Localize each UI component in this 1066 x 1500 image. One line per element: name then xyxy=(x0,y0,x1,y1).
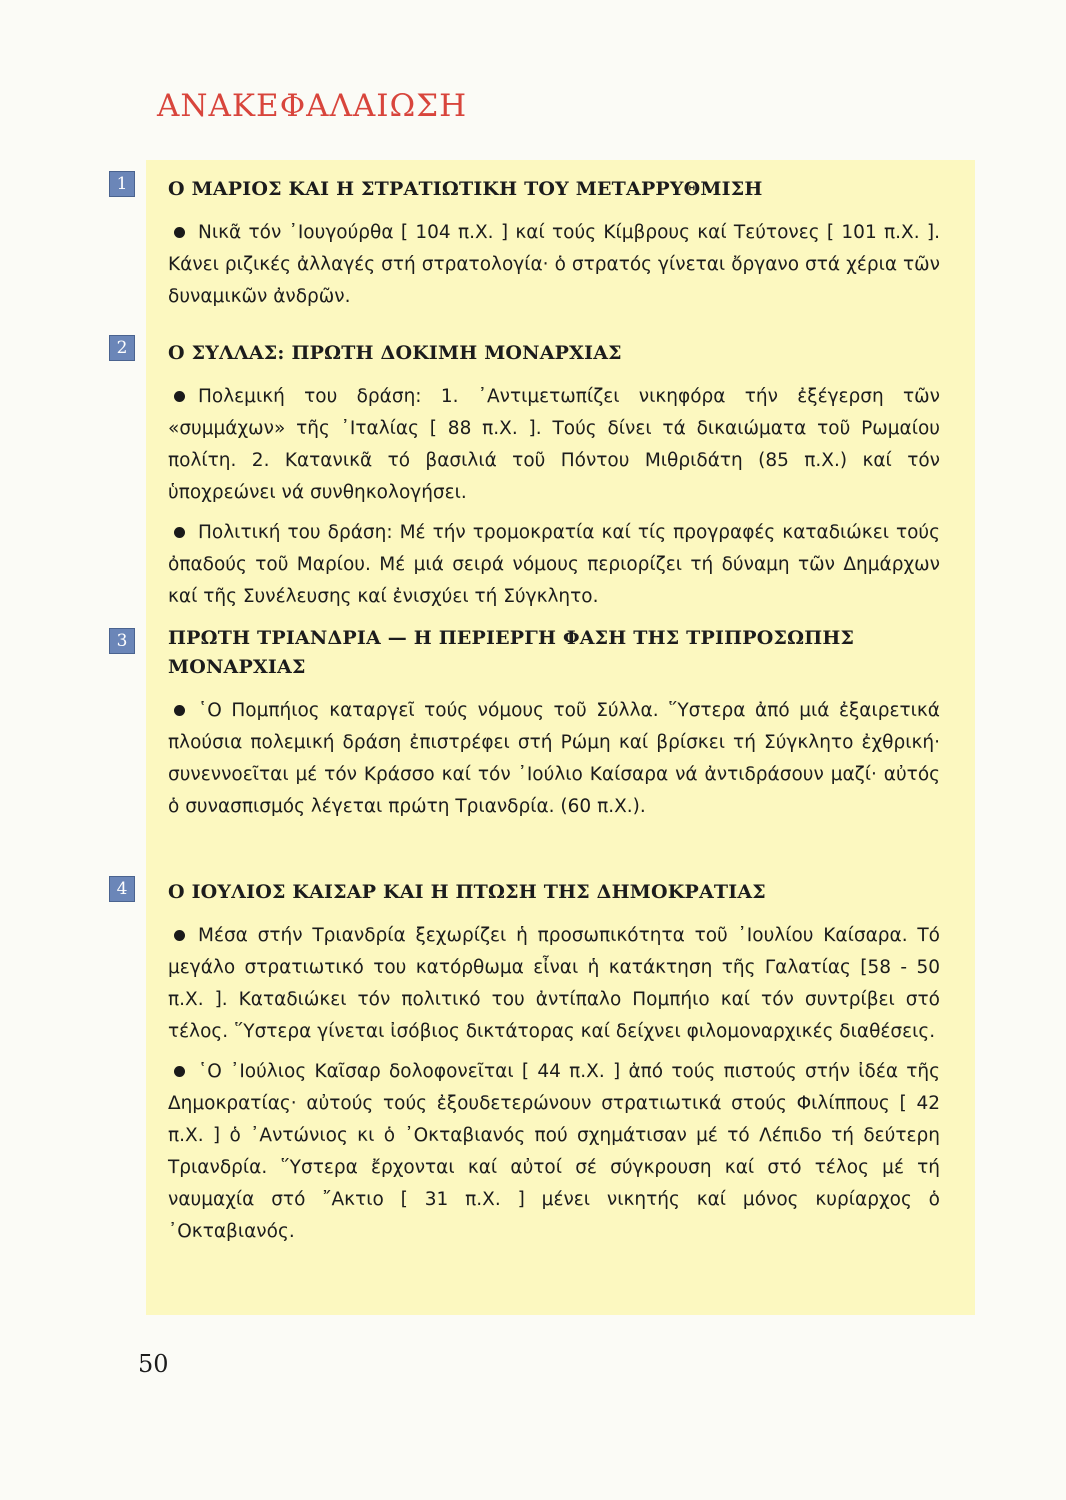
page-title: ΑΝΑΚΕΦΑΛΑΙΩΣΗ xyxy=(157,88,468,124)
section-paragraph: Πολιτική του δράση: Μέ τήν τρομοκρατία καί τίς προγραφές καταδιώκει τούς ὀπαδούς τοῦ Μαρίου. Μέ μιά σειρά νόμους περιορίζει τή δύναμη τῶν Δημάρχων καί τῆς Συνέλευσης καί ἐνισχύει τή Σύγκλητο. xyxy=(168,522,940,607)
section-3 xyxy=(168,624,940,831)
section-heading: Ο ΜΑΡΙΟΣ ΚΑΙ Η ΣΤΡΑΤΙΩΤΙΚΗ ΤΟΥ ΜΕΤΑΡΡΥΘΜΙΣΗ xyxy=(168,178,763,200)
section-paragraph: Νικᾶ τόν ᾿Ιουγούρθα [ 104 π.Χ. ] καί τούς Κίμβρους καί Τεύτονες [ 101 π.Χ. ]. Κάνει ριζικές ἀλλαγές στή στρατολογία· ὁ στρατός γίνεται ὄργανο στά χέρια τῶν δυναμικῶν ἀνδρῶν. xyxy=(168,222,940,307)
bullet-icon xyxy=(174,391,185,402)
page-number: 50 xyxy=(138,1350,169,1378)
bullet-icon xyxy=(174,1066,185,1077)
section-4 xyxy=(168,878,940,1256)
section-number-badge: 2 xyxy=(109,335,135,361)
section-paragraph: ῾Ο Πομπήιος καταργεῖ τούς νόμους τοῦ Σύλλα. ῞Υστερα ἀπό μιά ἐξαιρετικά πλούσια πολεμική δράση ἐπιστρέφει στή Ρώμη καί βρίσκει τή Σύγκλητο ἐχθρική· συνεννοεῖται μέ τόν Κράσσο καί τόν ᾿Ιούλιο Καίσαρα νά ἀντιδράσουν μαζί· αὐτός ὁ συνασπισμός λέγεται πρώτη Τριανδρία. (60 π.Χ.). xyxy=(168,700,940,817)
section-paragraph: Πολεμική του δράση: 1. ᾿Αντιμετωπίζει νικηφόρα τήν ἐξέγερση τῶν «συμμάχων» τῆς ᾿Ιταλίας [ 88 π.Χ. ]. Τούς δίνει τά δικαιώματα τοῦ Ρωμαίου πολίτη. 2. Κατανικᾶ τό βασιλιά τοῦ Πόντου Μιθριδάτη (85 π.Χ.) καί τόν ὑποχρεώνει νά συνθηκολογήσει. xyxy=(168,386,940,503)
section-number-badge: 3 xyxy=(109,628,135,654)
bullet-icon xyxy=(174,930,185,941)
section-2 xyxy=(168,339,940,621)
bullet-icon xyxy=(174,227,185,238)
bullet-icon xyxy=(174,527,185,538)
section-number-badge: 1 xyxy=(109,171,135,197)
bullet-icon xyxy=(174,705,185,716)
section-paragraph: Μέσα στήν Τριανδρία ξεχωρίζει ἡ προσωπικότητα τοῦ ᾿Ιουλίου Καίσαρα. Τό μεγάλο στρατιωτικό του κατόρθωμα εἶναι ἡ κατάκτηση τῆς Γαλατίας [58 - 50 π.Χ. ]. Καταδιώκει τόν πολιτικό του ἀντίπαλο Πομπήιο καί τόν συντρίβει στό τέλος. ῞Υστερα γίνεται ἰσόβιος δικτάτορας καί δείχνει φιλομοναρχικές διαθέσεις. xyxy=(168,925,940,1042)
section-paragraph: ῾Ο ᾿Ιούλιος Καῖσαρ δολοφονεῖται [ 44 π.Χ. ] ἀπό τούς πιστούς στήν ἰδέα τῆς Δημοκρατίας· αὐτούς τούς ἐξουδετερώνουν στρατιωτικά στούς Φιλίππους [ 42 π.Χ. ] ὁ ᾿Αντώνιος κι ὁ ᾿Οκταβιανός πού σχημάτισαν μέ τό Λέπιδο τή δεύτερη Τριανδρία. ῞Υστερα ἔρχονται καί αὐτοί σέ σύγκρουση καί στό τέλος μέ τή ναυμαχία στό ῎Ακτιο [ 31 π.Χ. ] μένει νικητής καί μόνος κυρίαρχος ὁ ᾿Οκταβιανός. xyxy=(168,1061,940,1242)
section-number-badge: 4 xyxy=(109,876,135,902)
section-heading: Ο ΣΥΛΛΑΣ: ΠΡΩΤΗ ΔΟΚΙΜΗ ΜΟΝΑΡΧΙΑΣ xyxy=(168,342,622,364)
section-heading: Ο ΙΟΥΛΙΟΣ ΚΑΙΣΑΡ ΚΑΙ Η ΠΤΩΣΗ ΤΗΣ ΔΗΜΟΚΡΑΤΙΑΣ xyxy=(168,881,766,903)
section-heading: ΠΡΩΤΗ ΤΡΙΑΝΔΡΙΑ — Η ΠΕΡΙΕΡΓΗ ΦΑΣΗ ΤΗΣ ΤΡΙΠΡΟΣΩΠΗΣ ΜΟΝΑΡΧΙΑΣ xyxy=(168,627,855,678)
section-1 xyxy=(168,175,940,321)
